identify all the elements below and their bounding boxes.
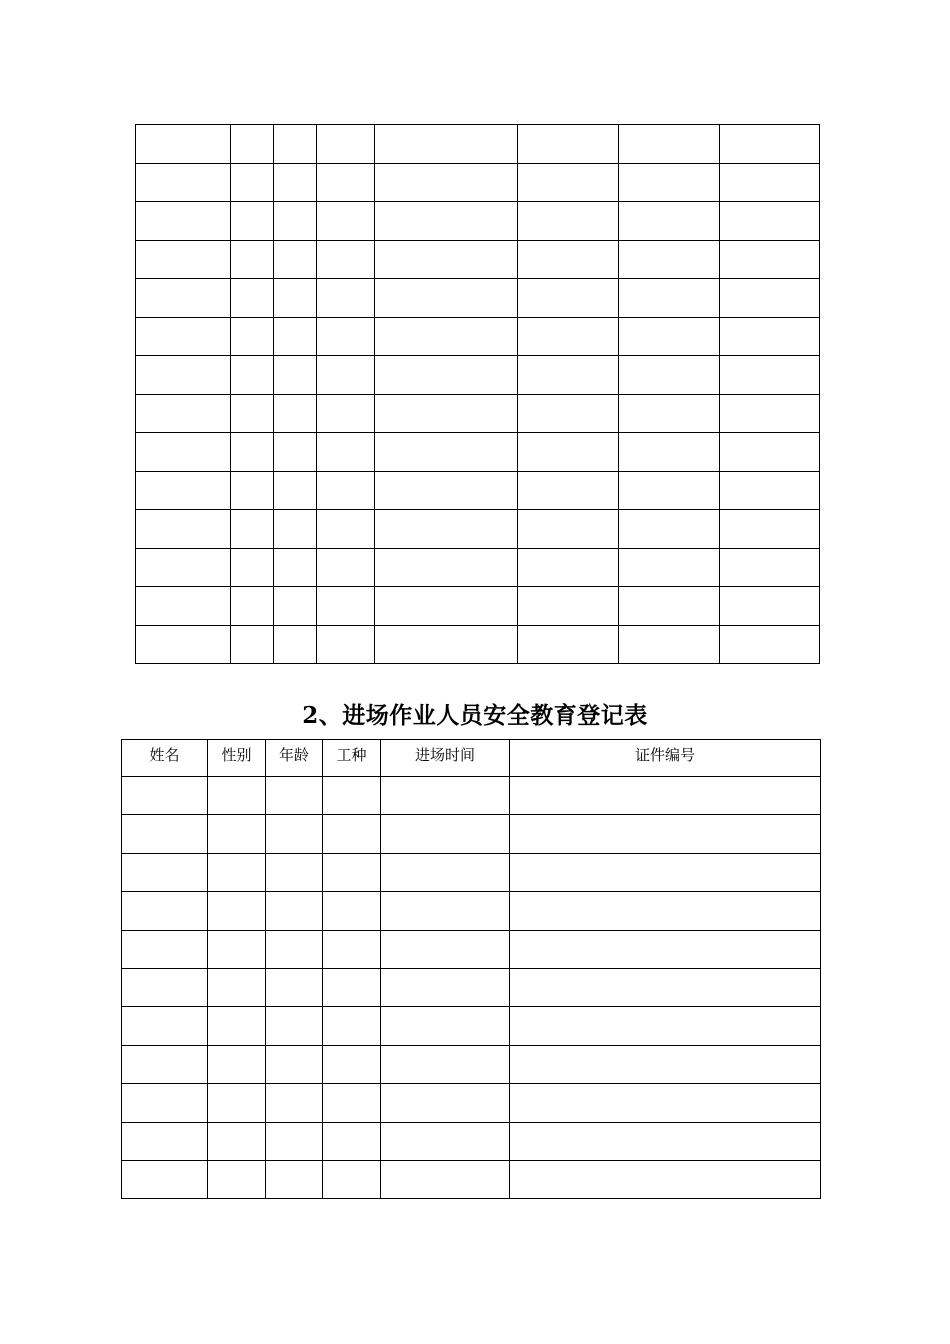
table-cell xyxy=(375,279,518,318)
table-cell xyxy=(619,625,720,664)
table-cell xyxy=(208,968,266,1006)
table-cell xyxy=(208,1045,266,1083)
table-cell xyxy=(208,1160,266,1198)
table-cell xyxy=(122,1160,208,1198)
table-cell xyxy=(266,892,323,930)
table-cell xyxy=(317,471,375,510)
header-entry-time: 进场时间 xyxy=(381,740,510,777)
table-cell xyxy=(274,587,317,626)
table-cell xyxy=(518,548,619,587)
table-row xyxy=(136,279,820,318)
table-cell xyxy=(720,240,820,279)
table-cell xyxy=(136,279,231,318)
table-cell xyxy=(720,587,820,626)
table-cell xyxy=(274,279,317,318)
table-cell xyxy=(375,394,518,433)
table-cell xyxy=(136,163,231,202)
table-cell xyxy=(231,163,274,202)
table-cell xyxy=(136,433,231,472)
table-cell xyxy=(274,125,317,164)
table-row xyxy=(122,815,821,853)
table-cell xyxy=(122,892,208,930)
table-row xyxy=(136,202,820,241)
table-row xyxy=(136,394,820,433)
table-cell xyxy=(231,125,274,164)
table-cell xyxy=(375,510,518,549)
table-cell xyxy=(136,240,231,279)
table-row xyxy=(136,240,820,279)
header-id-number: 证件编号 xyxy=(510,740,821,777)
table-cell xyxy=(136,471,231,510)
table-cell xyxy=(317,317,375,356)
table-cell xyxy=(136,510,231,549)
table-row xyxy=(122,853,821,891)
table-cell xyxy=(208,853,266,891)
table-row xyxy=(122,1084,821,1122)
table-cell xyxy=(510,1160,821,1198)
table-row xyxy=(122,968,821,1006)
table-cell xyxy=(510,853,821,891)
table-cell xyxy=(231,202,274,241)
table-cell xyxy=(619,471,720,510)
table-cell xyxy=(274,548,317,587)
table-cell xyxy=(375,433,518,472)
header-gender: 性别 xyxy=(208,740,266,777)
table-cell xyxy=(231,548,274,587)
table-cell xyxy=(136,125,231,164)
table-cell xyxy=(317,510,375,549)
table-cell xyxy=(619,433,720,472)
table-cell xyxy=(208,1122,266,1160)
table-cell xyxy=(274,240,317,279)
table-cell xyxy=(720,433,820,472)
table-cell xyxy=(720,317,820,356)
table-cell xyxy=(136,625,231,664)
table-cell xyxy=(619,125,720,164)
table-cell xyxy=(720,625,820,664)
table-cell xyxy=(266,777,323,815)
table-cell xyxy=(518,356,619,395)
table-cell xyxy=(518,163,619,202)
table-cell xyxy=(510,1045,821,1083)
table-cell xyxy=(231,433,274,472)
table-cell xyxy=(317,240,375,279)
table-row xyxy=(136,356,820,395)
table-cell xyxy=(518,317,619,356)
table-cell xyxy=(323,777,381,815)
table-cell xyxy=(510,968,821,1006)
table-cell xyxy=(381,968,510,1006)
table-cell xyxy=(136,202,231,241)
table-cell xyxy=(208,1084,266,1122)
table-cell xyxy=(274,625,317,664)
table-cell xyxy=(619,317,720,356)
table-cell xyxy=(274,317,317,356)
table-cell xyxy=(720,548,820,587)
table-cell xyxy=(619,394,720,433)
table-cell xyxy=(231,240,274,279)
continued-register-body xyxy=(136,125,820,664)
table-cell xyxy=(619,510,720,549)
table-cell xyxy=(208,930,266,968)
table-cell xyxy=(381,892,510,930)
table-cell xyxy=(317,433,375,472)
table-cell xyxy=(720,125,820,164)
table-cell xyxy=(375,471,518,510)
table-cell xyxy=(266,930,323,968)
table-cell xyxy=(619,356,720,395)
table-row xyxy=(136,510,820,549)
table-cell xyxy=(619,548,720,587)
table-row xyxy=(136,163,820,202)
table-cell xyxy=(619,240,720,279)
table-cell xyxy=(375,317,518,356)
table-row xyxy=(136,625,820,664)
table-cell xyxy=(510,892,821,930)
header-trade: 工种 xyxy=(323,740,381,777)
table-cell xyxy=(323,1084,381,1122)
table-row xyxy=(136,317,820,356)
table-cell xyxy=(266,1084,323,1122)
table-row xyxy=(136,125,820,164)
table-cell xyxy=(136,548,231,587)
table-cell xyxy=(317,356,375,395)
table-cell xyxy=(518,125,619,164)
table-cell xyxy=(510,815,821,853)
table-cell xyxy=(510,930,821,968)
table-cell xyxy=(266,853,323,891)
table-cell xyxy=(122,777,208,815)
table-row xyxy=(122,777,821,815)
table-cell xyxy=(122,968,208,1006)
table-cell xyxy=(317,202,375,241)
table-cell xyxy=(619,587,720,626)
table-cell xyxy=(231,279,274,318)
table-cell xyxy=(323,1122,381,1160)
table-cell xyxy=(375,202,518,241)
table-cell xyxy=(274,433,317,472)
table-cell xyxy=(518,433,619,472)
table-cell xyxy=(381,1045,510,1083)
table-cell xyxy=(375,356,518,395)
table-cell xyxy=(317,587,375,626)
table-cell xyxy=(136,356,231,395)
table-cell xyxy=(208,815,266,853)
table-row xyxy=(122,1160,821,1198)
table-cell xyxy=(208,1007,266,1045)
table-cell xyxy=(317,548,375,587)
table-row xyxy=(136,471,820,510)
table-row xyxy=(122,1045,821,1083)
safety-education-register-body xyxy=(122,777,821,1199)
table-cell xyxy=(231,471,274,510)
table-cell xyxy=(122,1084,208,1122)
table-cell xyxy=(720,510,820,549)
table-cell xyxy=(510,1122,821,1160)
table-cell xyxy=(323,1007,381,1045)
table-cell xyxy=(323,1045,381,1083)
table-cell xyxy=(619,163,720,202)
table-cell xyxy=(274,394,317,433)
safety-education-register-table xyxy=(121,739,821,1199)
table-cell xyxy=(518,240,619,279)
table-cell xyxy=(518,202,619,241)
table-row xyxy=(122,892,821,930)
table-cell xyxy=(122,815,208,853)
table-cell xyxy=(122,1007,208,1045)
table-cell xyxy=(619,202,720,241)
table-cell xyxy=(136,587,231,626)
table-cell xyxy=(231,317,274,356)
table-cell xyxy=(381,1122,510,1160)
table-cell xyxy=(381,777,510,815)
table-cell xyxy=(208,892,266,930)
table-cell xyxy=(323,853,381,891)
table-cell xyxy=(518,279,619,318)
table-cell xyxy=(122,930,208,968)
table-cell xyxy=(510,1084,821,1122)
table-row xyxy=(122,930,821,968)
table-cell xyxy=(323,968,381,1006)
table-cell xyxy=(381,1160,510,1198)
table-cell xyxy=(381,1007,510,1045)
table-cell xyxy=(518,587,619,626)
table-cell xyxy=(323,815,381,853)
table-cell xyxy=(375,240,518,279)
table-cell xyxy=(274,202,317,241)
table-cell xyxy=(266,1160,323,1198)
table-cell xyxy=(136,394,231,433)
table-cell xyxy=(122,1122,208,1160)
header-age: 年龄 xyxy=(266,740,323,777)
table-cell xyxy=(381,930,510,968)
table-cell xyxy=(510,1007,821,1045)
table-cell xyxy=(720,394,820,433)
table-cell xyxy=(317,394,375,433)
table-cell xyxy=(274,356,317,395)
table-cell xyxy=(274,163,317,202)
table-cell xyxy=(619,279,720,318)
table-cell xyxy=(720,356,820,395)
table-cell xyxy=(274,510,317,549)
table-cell xyxy=(375,548,518,587)
header-name: 姓名 xyxy=(122,740,208,777)
table-cell xyxy=(323,892,381,930)
table-header-row xyxy=(122,740,821,777)
table-cell xyxy=(266,1045,323,1083)
table-cell xyxy=(266,815,323,853)
table-cell xyxy=(231,510,274,549)
table-cell xyxy=(317,125,375,164)
page-title: 2、进场作业人员安全教育登记表 xyxy=(302,702,648,729)
table-cell xyxy=(231,625,274,664)
table-cell xyxy=(266,1007,323,1045)
table-cell xyxy=(274,471,317,510)
table-cell xyxy=(381,815,510,853)
table-cell xyxy=(381,1084,510,1122)
table-cell xyxy=(317,625,375,664)
table-cell xyxy=(518,510,619,549)
table-cell xyxy=(136,317,231,356)
table-cell xyxy=(323,930,381,968)
table-row xyxy=(136,433,820,472)
table-cell xyxy=(231,394,274,433)
table-cell xyxy=(375,625,518,664)
table-row xyxy=(122,1122,821,1160)
table-cell xyxy=(317,163,375,202)
table-row xyxy=(136,587,820,626)
table-cell xyxy=(375,125,518,164)
table-row xyxy=(136,548,820,587)
table-cell xyxy=(375,163,518,202)
table-cell xyxy=(720,163,820,202)
table-cell xyxy=(231,587,274,626)
table-cell xyxy=(720,202,820,241)
table-cell xyxy=(720,471,820,510)
table-cell xyxy=(231,356,274,395)
table-cell xyxy=(375,587,518,626)
table-cell xyxy=(381,853,510,891)
table-cell xyxy=(208,777,266,815)
table-cell xyxy=(317,279,375,318)
table-cell xyxy=(266,968,323,1006)
table-row xyxy=(122,1007,821,1045)
table-cell xyxy=(122,1045,208,1083)
table-cell xyxy=(266,1122,323,1160)
table-cell xyxy=(518,471,619,510)
continued-register-table xyxy=(135,124,820,664)
table-cell xyxy=(518,625,619,664)
table-cell xyxy=(518,394,619,433)
table-cell xyxy=(720,279,820,318)
table-cell xyxy=(323,1160,381,1198)
table-cell xyxy=(510,777,821,815)
table-cell xyxy=(122,853,208,891)
